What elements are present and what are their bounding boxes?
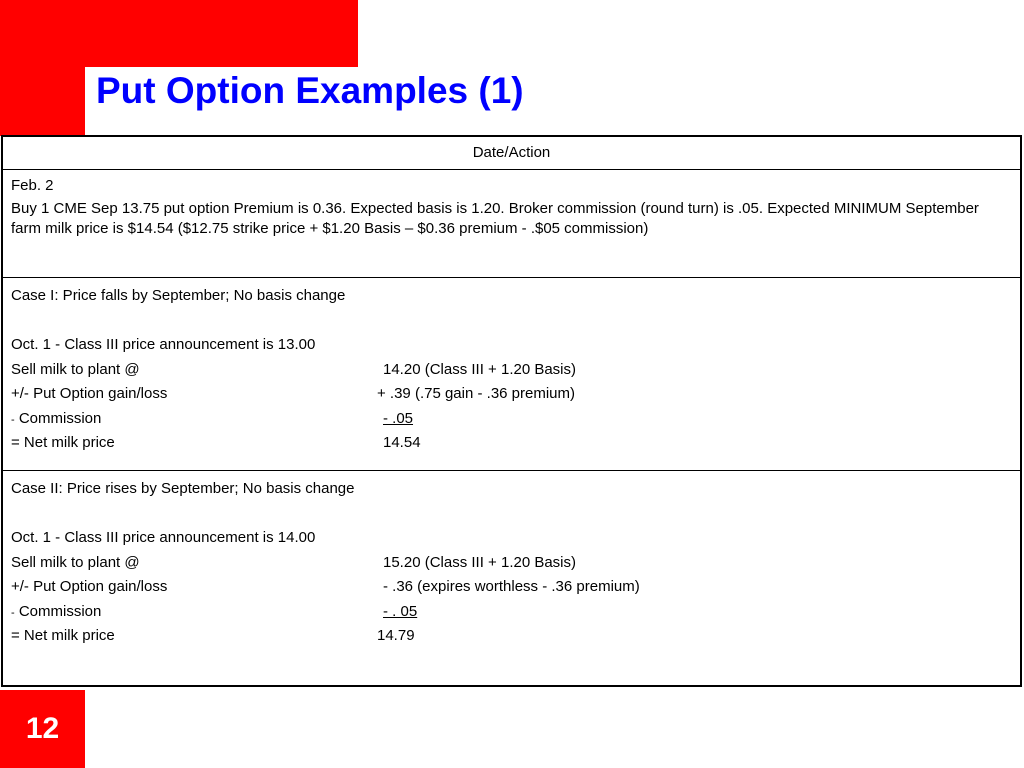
case2-net-line <box>11 624 1012 649</box>
case2-announcement: Oct. 1 - Class III price announcement is 14.00 <box>11 529 316 546</box>
case2-sell-value: 15.20 (Class III + 1.20 Basis) <box>383 553 577 571</box>
case1-net-line <box>11 431 1012 456</box>
case2-commission-value: - . 05 <box>383 602 418 620</box>
case1-net-value: 14.54 <box>383 434 421 451</box>
feb-row <box>3 169 1020 277</box>
case2-commission-label: Commission <box>14 602 102 620</box>
case2-option-line <box>11 575 1012 600</box>
case2-sell-line <box>11 551 1012 576</box>
case2-sell-label: Sell milk to plant @ <box>11 553 140 571</box>
case2-commission-line <box>11 600 1012 625</box>
case2-option-label: +/- Put Option gain/loss <box>11 578 168 595</box>
option-table <box>1 135 1022 687</box>
case2-option-value: - .36 (expires worthless - .36 premium) <box>383 578 640 595</box>
case2-commission-sign: - <box>11 606 15 619</box>
case1-sell-label: Sell milk to plant @ <box>11 360 140 378</box>
page-number: 12 <box>25 712 60 745</box>
case1-commission-label: Commission <box>14 409 102 427</box>
feb-date: Feb. 2 <box>11 177 54 194</box>
case1-net-label: = Net milk price <box>11 434 115 451</box>
case1-announcement: Oct. 1 - Class III price announcement is 13.00 <box>11 336 316 353</box>
table-header: Date/Action <box>472 144 551 161</box>
case2-net-label: = Net milk price <box>11 627 115 644</box>
spacer <box>11 309 1012 334</box>
case1-option-line <box>11 382 1012 407</box>
case2-net-value: 14.79 <box>377 627 415 644</box>
case1-option-value: + .39 (.75 gain - .36 premium) <box>377 385 576 402</box>
case1-commission-sign: - <box>11 413 15 426</box>
case1-heading: Case I: Price falls by September; No basis change <box>11 287 346 304</box>
case2-heading: Case II: Price rises by September; No basis change <box>11 480 355 497</box>
feb-action: Buy 1 CME Sep 13.75 put option Premium is 0.36. Expected basis is 1.20. Broker commission (round turn) is .05. Expected MINIMUM September farm milk price is $14.54 ($12.75 strike price + $1.20 Basis – $0.36 premium - .$05 commission) <box>11 200 979 237</box>
red-accent-top <box>0 0 358 67</box>
red-accent-side <box>0 67 85 136</box>
case1-sell-value: 14.20 (Class III + 1.20 Basis) <box>383 360 577 378</box>
case2-row <box>3 470 1020 685</box>
case1-row <box>3 277 1020 470</box>
slide-title: Put Option Examples (1) <box>96 70 524 111</box>
case1-sell-line <box>11 358 1012 383</box>
spacer <box>11 502 1012 527</box>
case1-commission-line <box>11 407 1012 432</box>
case1-option-label: +/- Put Option gain/loss <box>11 385 168 402</box>
case1-commission-value: - .05 <box>383 409 414 427</box>
